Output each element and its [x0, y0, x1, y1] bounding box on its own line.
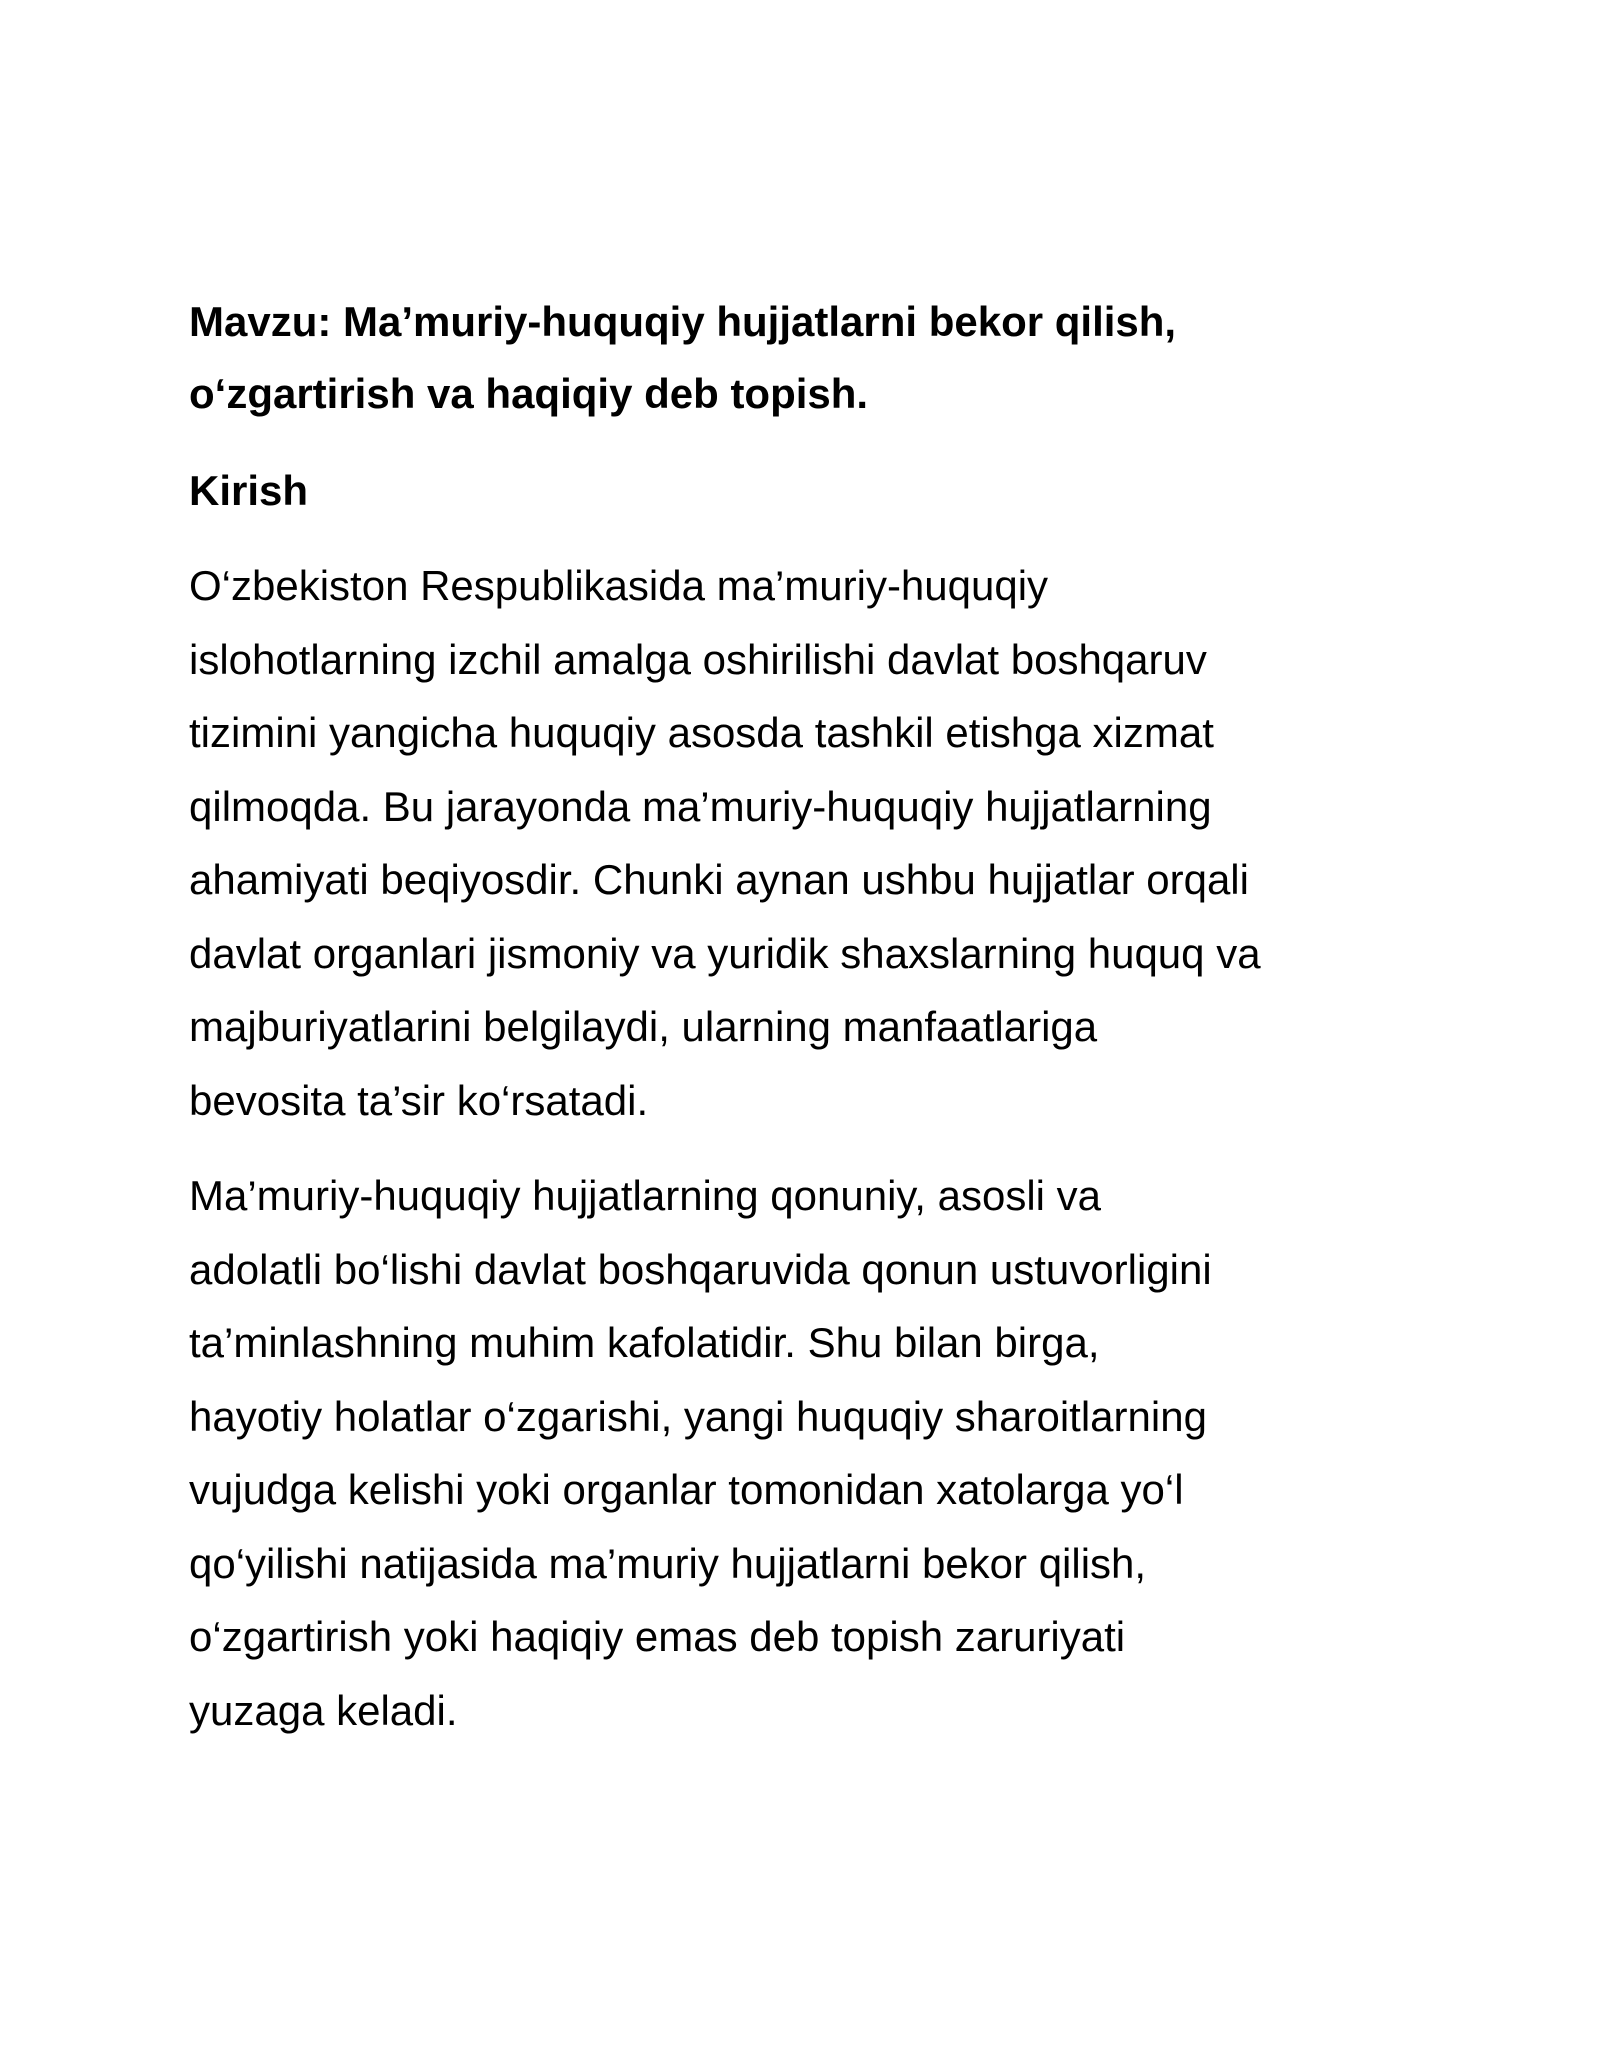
- text-line: majburiyatlarini belgilaydi, ularning manfaatlariga: [189, 1003, 1098, 1050]
- text-line: O‘zbekiston Respublikasida ma’muriy-huquqiy: [189, 562, 1049, 609]
- paragraph-2: [189, 1159, 1449, 1747]
- text-line: vujudga kelishi yoki organlar tomonidan xatolarga yo‘l: [189, 1466, 1184, 1513]
- title-line: Mavzu: Ma’muriy-huquqiy hujjatlarni bekor qilish,: [189, 298, 1177, 345]
- paragraph-1: [189, 549, 1449, 1137]
- text-line: tizimini yangicha huquqiy asosda tashkil etishga xizmat: [189, 709, 1214, 756]
- title-line: o‘zgartirish va haqiqiy deb topish.: [189, 370, 869, 417]
- text-line: qilmoqda. Bu jarayonda ma’muriy-huquqiy hujjatlarning: [189, 782, 1212, 830]
- text-line: o‘zgartirish yoki haqiqiy emas deb topish zaruriyati: [189, 1613, 1126, 1660]
- document-page: [189, 286, 1449, 1769]
- text-line: ta’minlashning muhim kafolatidir. Shu bilan birga,: [189, 1319, 1100, 1366]
- document-title: [189, 286, 1449, 430]
- text-line: qo‘yilishi natijasida ma’muriy hujjatlarni bekor qilish,: [189, 1539, 1147, 1587]
- text-line: ahamiyati beqiyosdir. Chunki aynan ushbu hujjatlar orqali: [189, 856, 1249, 903]
- text-line: Ma’muriy-huquqiy hujjatlarning qonuniy, asosli va: [189, 1172, 1102, 1219]
- text-line: adolatli bo‘lishi davlat boshqaruvida qonun ustuvorligini: [189, 1245, 1212, 1293]
- text-line: bevosita ta’sir ko‘rsatadi.: [189, 1076, 649, 1124]
- section-heading: Kirish: [189, 467, 309, 514]
- text-line: hayotiy holatlar o‘zgarishi, yangi huquqiy sharoitlarning: [189, 1392, 1207, 1440]
- text-line: davlat organlari jismoniy va yuridik shaxslarning huquq va: [189, 929, 1261, 977]
- text-line: islohotlarning izchil amalga oshirilishi davlat boshqaruv: [189, 635, 1207, 683]
- text-line: yuzaga keladi.: [189, 1686, 458, 1734]
